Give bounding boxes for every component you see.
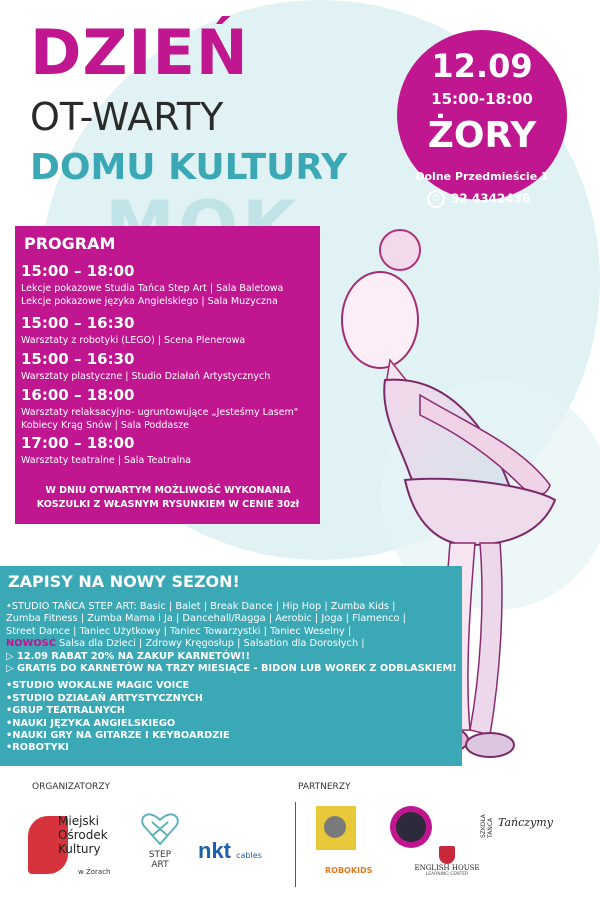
- date-badge: [397, 30, 567, 206]
- program-desc-1a: Lekcje pokazowe Studia Tańca Step Art | Sala Baletowa: [21, 283, 284, 294]
- program-note-line2: KOSZULKI Z WŁASNYM RYSUNKIEM W CENIE 30zł: [36, 499, 300, 510]
- program-desc-1b: Lekcje pokazowe języka Angielskiego | Sala Muzyczna: [21, 296, 278, 307]
- program-time-5: 17:00 – 18:00: [21, 434, 135, 452]
- title-domu-kultury: DOMU KULTURY: [30, 147, 348, 188]
- mok-line-1: Miejski: [58, 814, 99, 828]
- title-dzien: DZIEŃ: [30, 16, 249, 89]
- program-desc-4a: Warsztaty relaksacyjno- ugruntowujące „Jesteśmy Lasem": [21, 407, 299, 418]
- event-city: ŻORY: [427, 115, 537, 156]
- phone-number: 32 4342436: [451, 191, 531, 206]
- tanczymy-szkola: SZKOŁA TAŃCA: [480, 814, 494, 838]
- tanczymy-text: Tańczymy: [498, 816, 553, 829]
- program-time-2: 15:00 – 16:30: [21, 314, 135, 332]
- english-house-sub: LEARNING CENTER: [425, 872, 469, 877]
- english-house-shield-icon: [439, 846, 455, 864]
- stepart-logo: [135, 810, 185, 880]
- program-time-1: 15:00 – 18:00: [21, 262, 135, 280]
- zapisy-box: [0, 566, 462, 766]
- event-phone: [427, 190, 567, 208]
- mok-line-3: Kultury: [58, 842, 101, 856]
- studio-line-new: [6, 638, 456, 650]
- nkt-text: nkt: [198, 838, 231, 863]
- program-note-line1: W DNIU OTWARTYM MOŻLIWOŚĆ WYKONANIA: [45, 485, 291, 496]
- program-time-4: 16:00 – 18:00: [21, 386, 135, 404]
- event-address: Dolne Przedmieście 1: [415, 170, 549, 183]
- event-time: 15:00-18:00: [431, 90, 533, 108]
- nkt-logo: [198, 838, 262, 864]
- new-badge: NOWOŚĆ: [6, 638, 56, 650]
- organizers-label: ORGANIZATORZY: [32, 782, 110, 792]
- program-desc-2: Warsztaty z robotyki (LEGO) | Scena Plenerowa: [21, 335, 246, 346]
- stepart-heart-icon: [140, 810, 180, 846]
- partners-label: PARTNERZY: [298, 782, 351, 792]
- partner-tanczymy-logo: [480, 808, 590, 838]
- program-note: [23, 484, 313, 512]
- list-item: •STUDIO DZIAŁAŃ ARTYSTYCZNYCH: [6, 692, 203, 704]
- program-desc-5: Warsztaty teatralne | Sala Teatralna: [21, 455, 192, 466]
- footer-divider: [295, 802, 296, 887]
- studio-line-2: Zumba Fitness | Zumba Mama i Ja | Dancehall/Ragga | Aerobic | Joga | Flamenco |: [6, 613, 406, 625]
- promo-line-2: ▷ GRATIS DO KARNETÓW NA TRZY MIESIĄCE - BIDON LUB WOREK Z ODBLASKIEM!: [6, 663, 457, 675]
- list-item: •ROBOTYKI: [6, 742, 69, 754]
- list-item: •GRUP TEATRALNYCH: [6, 705, 125, 717]
- promo-line-1: ▷ 12.09 RABAT 20% NA ZAKUP KARNETÓW!!: [6, 650, 250, 662]
- phone-icon: ✆: [427, 190, 445, 208]
- program-desc-4b: Kobiecy Krąg Snów | Sala Poddasze: [21, 420, 190, 431]
- list-item: •NAUKI GRY NA GITARZE I KEYBOARDZIE: [6, 730, 230, 742]
- event-date: 12.09: [431, 47, 533, 85]
- mok-line-2: Ośrodek: [58, 828, 108, 842]
- stepart-text: STEP ART: [148, 850, 172, 870]
- program-heading: PROGRAM: [24, 234, 116, 253]
- list-item: •STUDIO WOKALNE MAGIC VOICE: [6, 680, 190, 692]
- zapisy-heading: ZAPISY NA NOWY SEZON!: [8, 572, 240, 591]
- program-box: [15, 226, 320, 524]
- studio-line-1: •STUDIO TAŃCA STEP ART: Basic | Balet | Break Dance | Hip Hop | Zumba Kids |: [6, 601, 396, 612]
- mok-logo: [28, 808, 128, 883]
- program-time-3: 15:00 – 16:30: [21, 350, 135, 368]
- mok-line-4: w Żorach: [78, 868, 111, 876]
- program-desc-3: Warsztaty plastyczne | Studio Działań Artystycznych: [21, 371, 271, 382]
- robokids-text: ROBOKIDS: [325, 866, 373, 875]
- zapisy-body: [6, 601, 456, 755]
- new-text: Salsa dla Dzieci | Zdrowy Kręgosłup | Salsation dla Dorosłych |: [55, 638, 365, 650]
- partner-round-logo: [390, 806, 432, 848]
- partner-robokids-logo: [325, 866, 372, 875]
- english-house-text: ENGLISH HOUSE: [414, 864, 480, 872]
- list-item: •NAUKI JĘZYKA ANGIELSKIEGO: [6, 717, 176, 729]
- partner-sa-logo: [316, 806, 356, 850]
- nkt-sub: cables: [236, 851, 262, 860]
- title-otwarty: OT-WARTY: [30, 95, 224, 139]
- partner-english-house-logo: [412, 846, 482, 877]
- studio-line-3: Street Dance | Taniec Użytkowy | Taniec Towarzystki | Taniec Weselny |: [6, 625, 352, 637]
